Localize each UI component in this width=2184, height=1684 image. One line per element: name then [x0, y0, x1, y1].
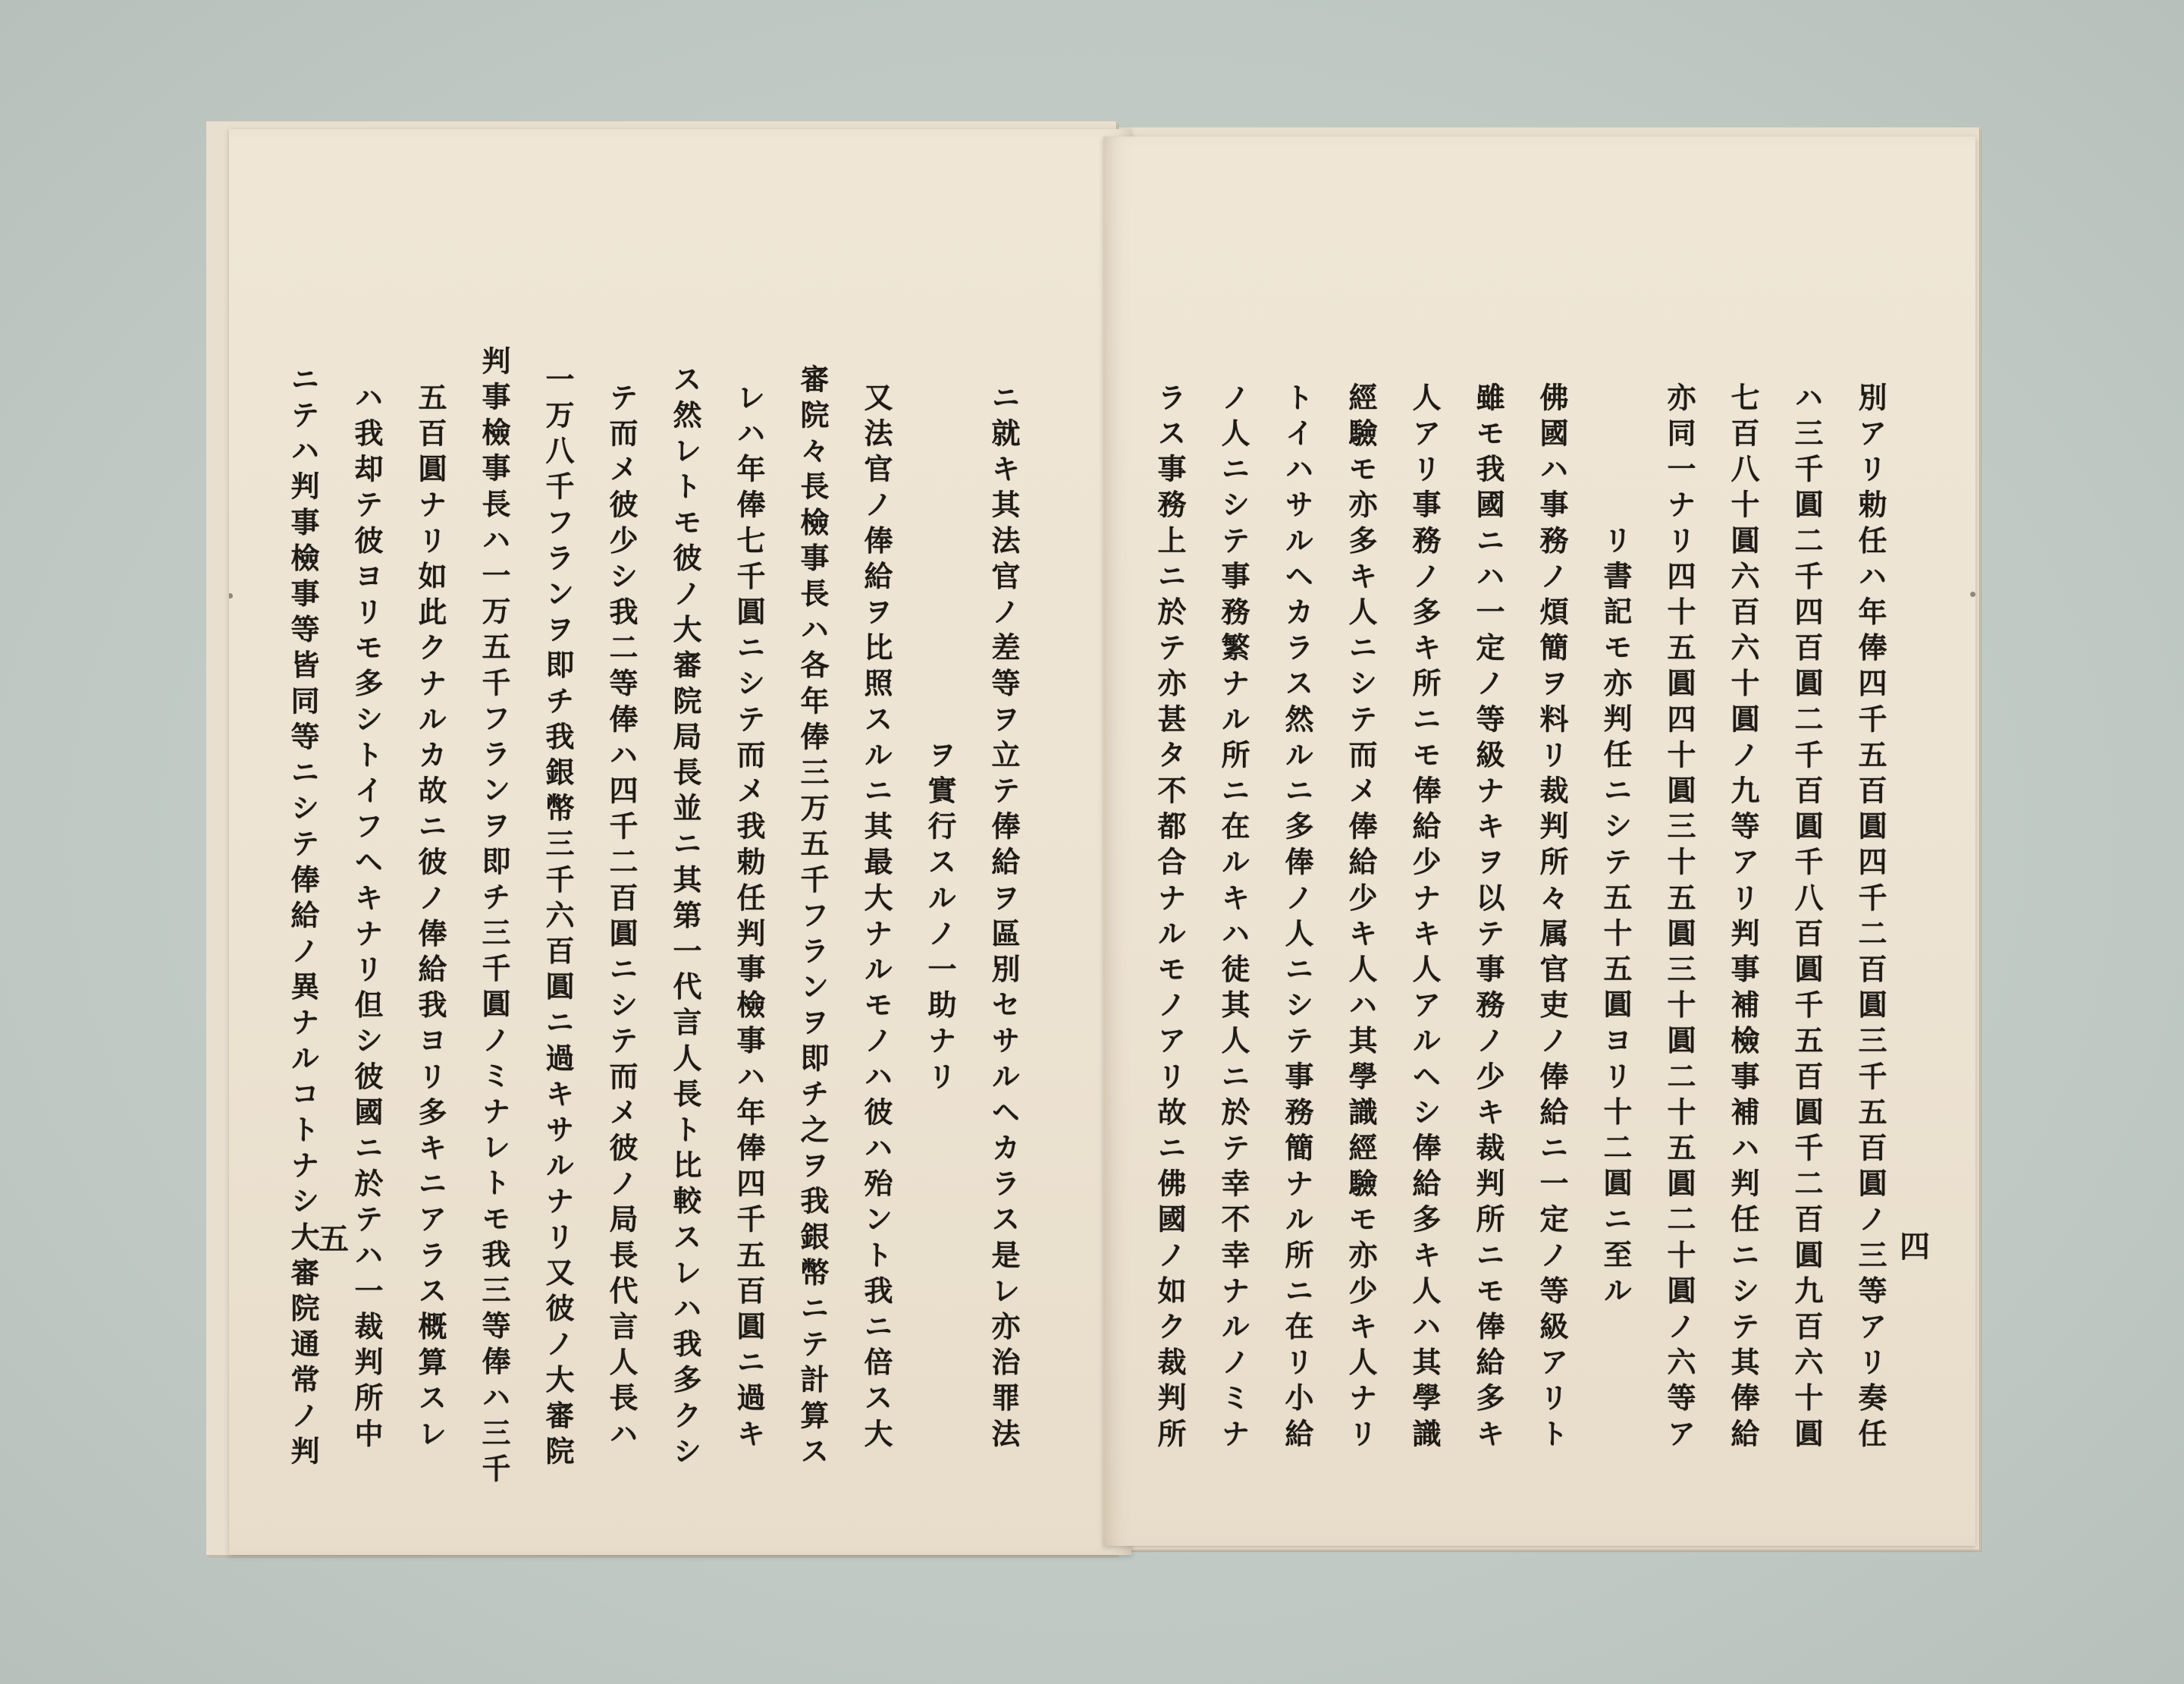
text-column: ヲ實行スルノ一助ナリ [923, 739, 957, 1097]
right-page-text [1120, 349, 1887, 1487]
text-column: ノ人ニシテ事務繁ナル所ニ在ルキハ徒其人ニ於テ幸不幸ナルノミナ [1216, 382, 1250, 1454]
text-column: ス然レトモ彼ノ大審院局長並ニ其第一代言人長ト比較スレハ我多クシ [668, 363, 702, 1472]
text-column: ラス事務上ニ於テ亦甚タ不都合ナルモノアリ故ニ佛國ノ如ク裁判所 [1153, 382, 1187, 1454]
right-page [1103, 137, 1975, 1546]
text-column: 別アリ勅任ハ年俸四千五百圓四千二百圓三千五百圓ノ三等アリ奏任 [1853, 382, 1887, 1454]
text-column: 審院々長檢事長ハ各年俸三万五千フランヲ即チ之ヲ我銀幣ニテ計算ス [795, 363, 830, 1472]
text-column: 又法官ノ俸給ヲ比照スルニ其最大ナルモノハ彼ハ殆ント我ニ倍ス大 [859, 382, 893, 1454]
text-column: 雖モ我國ニハ一定ノ等級ナキヲ以テ事務ノ少キ裁判所ニモ俸給多キ [1471, 382, 1505, 1454]
text-column: 五百圓ナリ如此クナルカ故ニ彼ノ俸給我ヨリ多キニアラス概算スレ [413, 382, 447, 1454]
text-column: ハ三千圓二千四百圓二千百圓千八百圓千五百圓千二百圓九百六十圓 [1790, 382, 1824, 1454]
text-column: ハ我却テ彼ヨリモ多シトイフヘキナリ但シ彼國ニ於テハ一裁判所中 [350, 382, 384, 1454]
binding-hole [1970, 592, 1975, 597]
binding-hole [229, 593, 233, 599]
text-column: 經驗モ亦多キ人ニシテ而メ俸給少キ人ハ其學識經驗モ亦少キ人ナリ [1344, 382, 1378, 1454]
text-column: ニ就キ其法官ノ差等ヲ立テ俸給ヲ區別セサルヘカラス是レ亦治罪法 [987, 382, 1021, 1454]
text-column: 佛國ハ事務ノ煩簡ヲ料リ裁判所々属官吏ノ俸給ニ一定ノ等級アリト [1535, 382, 1569, 1454]
text-column: 亦同一ナリ四十五圓四十圓三十五圓三十圓二十五圓二十圓ノ六等ア [1662, 382, 1696, 1454]
text-column: 人アリ事務ノ多キ所ニモ俸給少ナキ人アルヘシ俸給多キ人ハ其學識 [1407, 382, 1442, 1454]
text-column: 判事檢事長ハ一万五千フランヲ即チ三千圓ノミナレトモ我三等俸ハ三千 [477, 346, 511, 1490]
page-number: 五 [318, 1221, 349, 1257]
text-column: 七百八十圓六百六十圓ノ九等アリ判事補檢事補ハ判任ニシテ其俸給 [1726, 382, 1760, 1454]
page-number: 四 [1900, 1229, 1930, 1265]
text-column: 一万八千フランヲ即チ我銀幣三千六百圓ニ過キサルナリ又彼ノ大審院 [541, 363, 575, 1472]
open-book [199, 121, 1981, 1563]
text-column: テ而メ彼少シ我二等俸ハ四千二百圓ニシテ而メ彼ノ局長代言人長ハ [604, 382, 639, 1454]
left-page [229, 129, 1131, 1555]
text-column: トイハサルヘカラス然ルニ多俸ノ人ニシテ事務簡ナル所ニ在リ小給 [1280, 382, 1314, 1454]
text-column: レハ年俸七千圓ニシテ而メ我勅任判事檢事ハ年俸四千五百圓ニ過キ [732, 382, 766, 1454]
left-page-text [253, 346, 1021, 1490]
text-column: ニテハ判事檢事等皆同等ニシテ俸給ノ異ナルコトナシ大審院通常ノ判 [286, 363, 320, 1472]
text-column: リ書記モ亦判任ニシテ五十五圓ヨリ十二圓ニ至ル [1599, 524, 1633, 1312]
